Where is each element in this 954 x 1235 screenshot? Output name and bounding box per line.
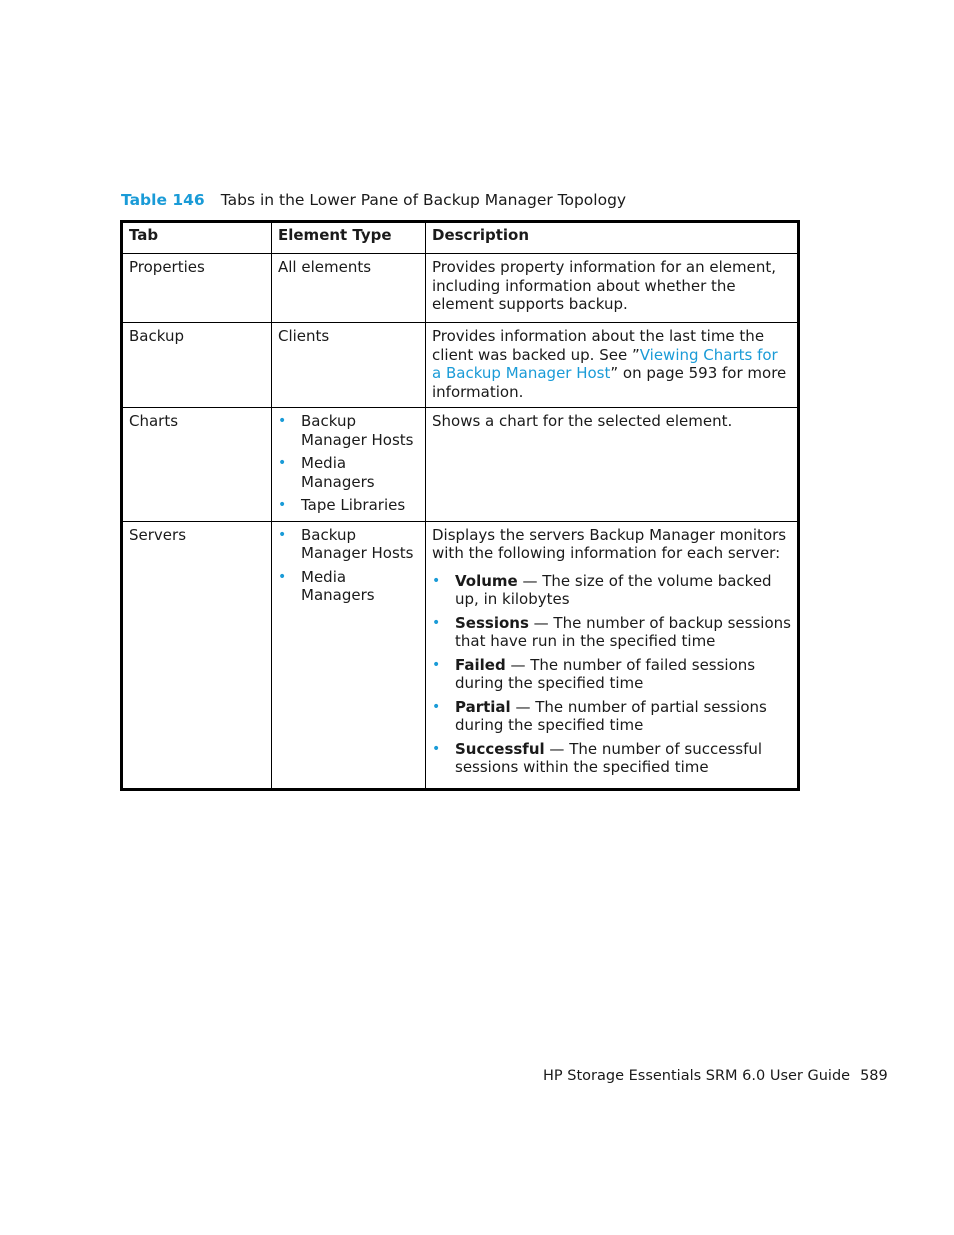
bullet-icon: •: [278, 413, 287, 429]
list-item: • Media Managers: [278, 567, 375, 604]
element-type-list: [278, 412, 419, 515]
cell-element-type: All elements: [272, 254, 426, 323]
cell-tab: Charts: [122, 408, 272, 522]
bullet-icon: •: [432, 698, 441, 715]
cell-description: Shows a chart for the selected element.: [426, 408, 799, 522]
bullet-icon: •: [432, 740, 441, 757]
cell-description: Provides property information for an element, including information about whether the element supports backup.: [426, 254, 799, 323]
term: Volume: [455, 571, 518, 590]
list-item: • Media Managers: [278, 454, 375, 491]
bullet-icon: •: [278, 526, 287, 543]
page-number: 589: [860, 1068, 888, 1084]
table-row: [122, 408, 799, 522]
cell-description: [426, 323, 799, 408]
cell-tab: Properties: [122, 254, 272, 323]
table-number: Table 146: [121, 191, 205, 209]
description-text: Provides information about the last time the client was backed up. See ”: [432, 327, 765, 364]
cell-tab: Backup: [122, 323, 272, 408]
table-row: [122, 521, 799, 789]
term: Sessions: [455, 613, 529, 632]
page-footer: [543, 1066, 888, 1086]
bullet-icon: •: [278, 455, 287, 471]
document-title: HP Storage Essentials SRM 6.0 User Guide: [543, 1068, 851, 1084]
description-intro: Displays the servers Backup Manager monitors with the following information for each server:: [432, 525, 787, 562]
list-item: • Tape Libraries: [278, 496, 406, 514]
cross-reference-link[interactable]: Viewing Charts for a Backup Manager Host: [432, 345, 778, 382]
table-title: Tabs in the Lower Pane of Backup Manager Topology: [220, 191, 627, 209]
bullet-icon: •: [278, 568, 287, 585]
term: Partial: [455, 697, 511, 716]
table-row: [122, 323, 799, 408]
header-tab: Tab: [122, 222, 272, 254]
cell-element-type: [272, 408, 426, 522]
cell-element-type: Clients: [272, 323, 426, 408]
header-element-type: Element Type: [272, 222, 426, 254]
list-item: • Failed — The number of failed sessions during the specified time: [432, 655, 756, 692]
bullet-icon: •: [432, 656, 441, 673]
list-item: • Backup Manager Hosts: [278, 525, 414, 562]
bullet-icon: •: [432, 572, 441, 589]
description-text: ” on page 593 for more information.: [432, 364, 787, 401]
cell-element-type: [272, 521, 426, 789]
list-item: • Volume — The size of the volume backed up, in kilobytes: [432, 571, 772, 608]
cell-description: [426, 521, 799, 789]
header-description: Description: [426, 222, 799, 254]
server-info-list: [432, 572, 791, 777]
cell-tab: Servers: [122, 521, 272, 789]
list-item: • Partial — The number of partial sessions during the specified time: [432, 697, 767, 734]
tabs-table: [120, 220, 800, 791]
table-header-row: [122, 222, 799, 254]
bullet-icon: •: [278, 497, 287, 513]
list-item: • Backup Manager Hosts: [278, 412, 414, 449]
term: Failed: [455, 655, 506, 674]
bullet-icon: •: [432, 614, 441, 631]
list-item: • Sessions — The number of backup sessions that have run in the specified time: [432, 613, 791, 650]
element-type-list: [278, 526, 419, 605]
table-caption: [121, 190, 626, 210]
table-row: [122, 254, 799, 323]
list-item: • Successful — The number of successful sessions within the specified time: [432, 739, 763, 776]
term: Successful: [455, 739, 545, 758]
